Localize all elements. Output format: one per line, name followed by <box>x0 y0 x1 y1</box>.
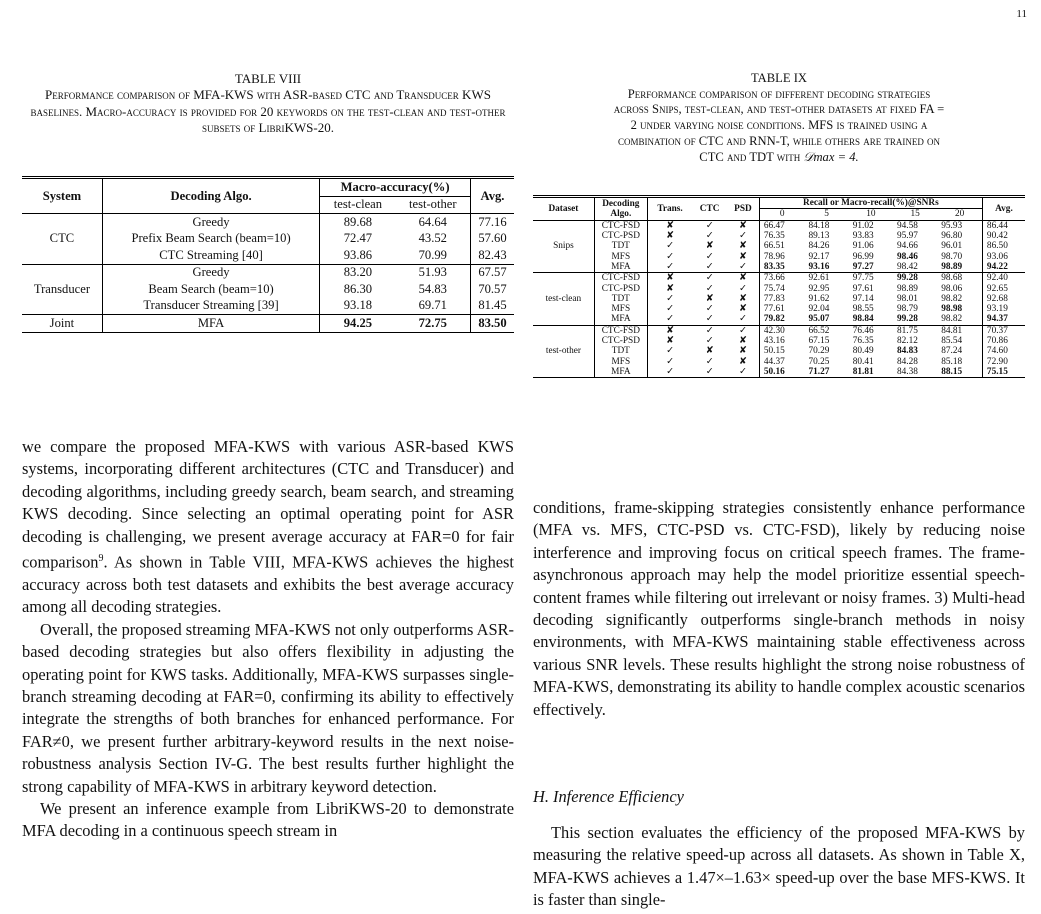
t9-cell-ctc: ✓ <box>705 220 714 231</box>
t9-cell-trans: ✘ <box>647 220 692 231</box>
t9-cell-recall: 98.01 <box>896 293 918 304</box>
t9-cell-recall: 85.54 <box>941 336 963 346</box>
t9-cell-recall: 96.80 <box>941 231 963 242</box>
t9-cell-ctc: ✘ <box>705 241 714 252</box>
t9-cell-ctc: ✓ <box>705 314 714 325</box>
t9-cell-algo: MFA <box>594 367 647 378</box>
t9-cell-recall: 89.13 <box>808 231 830 242</box>
t9-cell-avg: 86.50 <box>982 241 1025 251</box>
t9-cell-psd: ✘ <box>739 293 747 304</box>
t9-header-snr: 15 <box>910 209 920 220</box>
t9-cell-psd: ✓ <box>739 314 747 325</box>
t9-cell-recall: 93.83 <box>852 231 874 242</box>
t9-cell-recall: 81.81 <box>852 366 874 377</box>
t8-cell-algo: Greedy <box>102 214 319 231</box>
t9-cell-psd: ✘ <box>739 273 747 284</box>
t9-header-ctc: CTC <box>699 203 720 214</box>
t9-header-snr: 20 <box>954 209 965 220</box>
t9-cell-psd: ✓ <box>739 366 747 377</box>
right-column-text <box>533 497 1025 721</box>
t9-cell-avg: 86.44 <box>982 220 1025 231</box>
t9-cell-recall: 99.28 <box>896 314 918 325</box>
t9-cell-recall: 98.89 <box>896 283 918 294</box>
t9-row <box>533 231 1025 241</box>
t8-cell-other: 51.93 <box>418 265 447 280</box>
t9-cell-recall: 99.28 <box>896 273 918 284</box>
t9-cell-recall: 71.27 <box>808 366 830 377</box>
right-column-text-2 <box>533 822 1025 912</box>
t9-cell-recall: 98.89 <box>941 261 963 272</box>
t9-row <box>533 273 1025 284</box>
t9-cell-recall: 73.66 <box>759 273 804 284</box>
t9-cell-recall: 82.12 <box>896 336 918 346</box>
t9-cell-ctc: ✓ <box>705 261 714 272</box>
t9-cell-trans: ✓ <box>647 346 692 356</box>
t9-cell-recall: 84.83 <box>896 346 918 357</box>
t9-cell-ctc: ✓ <box>705 283 714 294</box>
t9-cell-recall: 98.68 <box>941 273 963 284</box>
t9-row <box>533 356 1025 366</box>
t9-cell-recall: 95.07 <box>808 314 830 325</box>
t8-header-avg: Avg. <box>470 178 514 214</box>
t9-cell-algo: CTC-PSD <box>594 231 647 241</box>
t9-row <box>533 304 1025 314</box>
t9-cell-recall: 91.06 <box>852 241 874 252</box>
table9-caption-line5: CTC and TDT with <box>699 149 804 164</box>
t9-cell-avg: 70.37 <box>982 325 1025 336</box>
t9-cell-trans: ✓ <box>647 304 692 314</box>
t9-row <box>533 283 1025 293</box>
t9-cell-recall: 96.01 <box>941 241 963 252</box>
t9-cell-recall: 50.15 <box>759 346 804 356</box>
t9-cell-algo: CTC-FSD <box>594 325 647 336</box>
t9-cell-ctc: ✓ <box>705 231 714 242</box>
t9-cell-recall: 92.17 <box>808 251 830 262</box>
left-paragraph-1 <box>22 436 514 619</box>
right-paragraph-2: This section evaluates the efficiency of the proposed MFA-KWS by measuring the relative speed-up across all datasets. As shown in Table X, MFA-KWS achieves a 1.47×–1.63× speed-up over the base MFS-KWS. It is faster than single- <box>533 823 1025 910</box>
t8-cell-other: 69.71 <box>418 298 447 313</box>
t9-cell-recall: 84.81 <box>941 325 963 336</box>
t9-cell-trans: ✘ <box>647 336 692 346</box>
t9-cell-recall: 79.82 <box>759 314 804 325</box>
t9-cell-recall: 85.18 <box>941 356 963 367</box>
t8-cell-clean: 94.25 <box>320 315 396 333</box>
t9-cell-algo: TDT <box>594 294 647 304</box>
t8-cell-other: 43.52 <box>418 231 447 246</box>
t9-cell-recall: 77.61 <box>759 304 804 314</box>
t9-cell-recall: 91.62 <box>808 293 830 304</box>
t8-cell-avg: 77.16 <box>470 214 514 231</box>
t9-cell-ctc: ✓ <box>705 273 714 284</box>
t9-cell-avg: 90.42 <box>982 231 1025 241</box>
t8-header-system: System <box>42 188 82 203</box>
t9-cell-trans: ✓ <box>647 294 692 304</box>
t9-header-psd: PSD <box>734 203 752 214</box>
t8-header-clean: test-clean <box>320 196 396 214</box>
t9-cell-recall: 70.29 <box>808 346 830 357</box>
t9-cell-recall: 95.93 <box>941 220 963 231</box>
table9-label: TABLE IX <box>750 71 807 85</box>
t8-cell-algo: Greedy <box>102 264 319 281</box>
t9-cell-recall: 66.47 <box>759 220 804 231</box>
t9-cell-recall: 76.46 <box>852 325 874 336</box>
t8-row <box>22 315 514 333</box>
t9-cell-ctc: ✓ <box>705 356 714 367</box>
t9-cell-recall: 97.27 <box>852 261 874 272</box>
t8-cell-other: 64.64 <box>418 214 447 229</box>
t9-row <box>533 262 1025 273</box>
t8-cell-clean: 93.86 <box>320 247 396 264</box>
t9-cell-algo: CTC-FSD <box>594 273 647 284</box>
table9-caption-line1: Performance comparison of different decoding strategies <box>627 86 931 101</box>
t9-cell-recall: 98.98 <box>941 304 963 315</box>
t9-cell-recall: 66.52 <box>808 325 830 336</box>
t9-cell-recall: 95.97 <box>896 231 918 242</box>
t9-cell-recall: 76.35 <box>759 231 804 241</box>
table8-label: TABLE VIII <box>234 71 302 86</box>
t9-cell-recall: 98.06 <box>941 283 963 294</box>
t9-header-snr: 5 <box>824 209 829 220</box>
t9-cell-recall: 98.84 <box>852 314 874 325</box>
t9-cell-recall: 93.16 <box>808 261 830 272</box>
t9-cell-recall: 42.30 <box>759 325 804 336</box>
t8-cell-avg: 82.43 <box>470 247 514 264</box>
t9-cell-algo: CTC-PSD <box>594 283 647 293</box>
t9-cell-recall: 80.41 <box>852 356 874 367</box>
table9-caption-block <box>533 71 1025 165</box>
t8-cell-other: 54.83 <box>418 281 447 296</box>
t9-cell-recall: 87.24 <box>941 346 963 357</box>
t8-cell-clean: 86.30 <box>320 281 396 298</box>
left-p1b-text: . As shown in Table VIII, MFA-KWS achieves the highest accuracy across both test datasets and exhibits the best average accuracy among all decoding strategies. <box>22 552 514 617</box>
t9-cell-recall: 98.55 <box>852 304 874 315</box>
t8-cell-algo: Prefix Beam Search (beam=10) <box>102 231 319 248</box>
t9-cell-avg: 93.19 <box>982 304 1025 314</box>
t9-cell-dataset: test-other <box>545 346 581 357</box>
t9-cell-recall: 98.82 <box>941 314 963 325</box>
t9-cell-recall: 84.28 <box>896 356 918 367</box>
t9-cell-recall: 84.38 <box>896 366 918 377</box>
t9-header-snr: 0 <box>759 209 804 220</box>
t9-row <box>533 294 1025 304</box>
t9-row <box>533 314 1025 325</box>
t9-cell-avg: 72.90 <box>982 356 1025 366</box>
t9-cell-recall: 92.61 <box>808 273 830 284</box>
left-paragraph-3: We present an inference example from LibriKWS-20 to demonstrate MFA decoding in a continuous speech stream in <box>22 798 514 841</box>
t8-cell-clean: 72.47 <box>320 231 396 248</box>
t9-cell-recall: 88.15 <box>941 366 963 377</box>
table8-caption-block <box>22 71 514 136</box>
t8-row <box>22 264 514 281</box>
t9-row <box>533 220 1025 231</box>
t9-cell-avg: 92.68 <box>982 294 1025 304</box>
t9-cell-recall: 80.49 <box>852 346 874 357</box>
t9-cell-recall: 92.04 <box>808 304 830 315</box>
t9-cell-recall: 92.95 <box>808 283 830 294</box>
table9 <box>533 195 1025 378</box>
t9-cell-avg: 94.37 <box>982 314 1025 325</box>
t9-cell-recall: 98.82 <box>941 293 963 304</box>
t9-cell-ctc: ✓ <box>705 336 714 346</box>
t9-header-dataset: Dataset <box>548 203 579 214</box>
t8-cell-avg: 67.57 <box>470 264 514 281</box>
t9-cell-psd: ✘ <box>739 356 747 367</box>
t9-cell-recall: 81.75 <box>896 325 918 336</box>
t9-cell-recall: 94.66 <box>896 241 918 252</box>
t9-cell-recall: 97.14 <box>852 293 874 304</box>
t9-cell-algo: TDT <box>594 346 647 356</box>
t9-cell-trans: ✓ <box>647 251 692 261</box>
t9-cell-recall: 75.74 <box>759 283 804 293</box>
t8-cell-other: 70.99 <box>418 247 447 262</box>
t9-header-avg: Avg. <box>982 197 1025 221</box>
t9-cell-avg: 70.86 <box>982 336 1025 346</box>
t9-cell-ctc: ✓ <box>705 304 714 315</box>
t9-cell-recall: 98.42 <box>896 261 918 272</box>
t9-cell-psd: ✘ <box>739 304 747 315</box>
t9-cell-recall: 70.25 <box>808 356 830 367</box>
t9-cell-recall: 78.96 <box>759 251 804 261</box>
t9-cell-dataset: Snips <box>553 241 574 252</box>
t8-header-other: test-other <box>409 197 457 212</box>
t8-cell-system: Joint <box>49 315 75 330</box>
left-p1-text: we compare the proposed MFA-KWS with various ASR-based KWS systems, incorporating different architectures (CTC and Transducer) and decoding algorithms, including greedy search, beam search, and streaming KWS decoding. Since selecting an optimal operating point for ASR decoding is challenging, we present average accuracy at FAR=0 for fair comparison <box>22 437 514 572</box>
t9-cell-trans: ✓ <box>647 314 692 325</box>
t8-cell-avg: 57.60 <box>470 231 514 248</box>
t9-cell-trans: ✓ <box>647 241 692 251</box>
t9-cell-psd: ✓ <box>739 283 747 294</box>
t9-cell-recall: 84.26 <box>808 241 830 252</box>
table9-caption-line3: 2 under varying noise conditions. MFS is trained using a <box>630 118 928 133</box>
t8-cell-clean: 89.68 <box>320 214 396 231</box>
t9-row <box>533 346 1025 356</box>
left-paragraph-2: Overall, the proposed streaming MFA-KWS not only outperforms ASR-based decoding strategies but also offers flexibility in adjusting the operating point for KWS tasks. Additionally, MFA-KWS surpasses single-branch streaming decoding at FAR=0, confirming its ability to effectively integrate the strengths of both branches for enhanced performance. For FAR≠0, we present further arbitrary-keyword results in the next noise-robustness analysis Section IV-G. The best results further highlight the strong capability of MFA-KWS in arbitrary keyword detection. <box>22 619 514 796</box>
t9-cell-trans: ✘ <box>647 325 692 336</box>
t9-cell-psd: ✘ <box>739 336 747 346</box>
t9-cell-ctc: ✓ <box>705 366 714 377</box>
t9-cell-algo: MFA <box>594 262 647 273</box>
t8-cell-algo: Transducer Streaming [39] <box>102 298 319 315</box>
t8-cell-algo: Beam Search (beam=10) <box>102 281 319 298</box>
t9-cell-algo: CTC-PSD <box>594 336 647 346</box>
left-column-text <box>22 436 514 843</box>
t9-cell-algo: CTC-FSD <box>594 220 647 231</box>
t9-cell-trans: ✓ <box>647 356 692 366</box>
t9-cell-recall: 66.51 <box>759 241 804 251</box>
table9-caption-line2: across Snips, test-clean, and test-other datasets at fixed FA = <box>613 102 945 117</box>
table8 <box>22 176 514 333</box>
t9-row <box>533 241 1025 251</box>
t8-cell-other: 72.75 <box>418 315 447 330</box>
t8-cell-system: Transducer <box>33 281 91 296</box>
t9-cell-avg: 92.40 <box>982 273 1025 284</box>
t9-cell-algo: MFS <box>594 251 647 261</box>
t8-cell-clean: 93.18 <box>320 298 396 315</box>
t9-header-trans: Trans. <box>647 197 692 221</box>
t9-cell-trans: ✓ <box>647 367 692 378</box>
t9-cell-trans: ✘ <box>647 283 692 293</box>
t8-cell-avg: 83.50 <box>470 315 514 333</box>
t8-cell-algo: MFA <box>102 315 319 333</box>
t9-cell-recall: 67.15 <box>808 336 830 346</box>
t8-cell-system: CTC <box>49 231 75 246</box>
t9-cell-recall: 50.16 <box>759 367 804 378</box>
right-paragraph-1: conditions, frame-skipping strategies consistently enhance performance (MFA vs. MFS, CTC-PSD vs. CTC-FSD), likely by reducing noise interference and improving focus on critical speech frames. The frame-asynchronous approach may help the model prioritize essential speech-content frames while filtering out irrelevant or noisy frames. 3) Multi-head decoding significantly outperforms single-branch methods in noisy environments, with MFA-KWS maintaining stable effectiveness across various SNR levels. These results highlight the strong noise robustness of MFA-KWS, demonstrating its ability to handle complex acoustic scenarios effectively. <box>533 498 1025 719</box>
t9-cell-recall: 44.37 <box>759 356 804 366</box>
t9-cell-avg: 74.60 <box>982 346 1025 356</box>
t9-cell-trans: ✘ <box>647 231 692 241</box>
t9-cell-recall: 43.16 <box>759 336 804 346</box>
t9-header-algo: Decoding Algo. <box>594 197 647 221</box>
t9-header-recall: Recall or Macro-recall(%)@SNRs <box>759 197 982 209</box>
t9-cell-recall: 98.70 <box>941 251 963 262</box>
t9-cell-ctc: ✓ <box>705 251 714 262</box>
page-number: 11 <box>1016 8 1027 20</box>
t9-cell-trans: ✓ <box>647 262 692 273</box>
t9-row <box>533 251 1025 261</box>
t9-cell-psd: ✘ <box>739 220 747 231</box>
t9-cell-psd: ✘ <box>739 346 747 357</box>
t9-cell-avg: 75.15 <box>982 367 1025 378</box>
t9-cell-avg: 92.65 <box>982 283 1025 293</box>
t9-cell-recall: 98.46 <box>896 251 918 262</box>
t9-cell-recall: 97.61 <box>852 283 874 294</box>
t9-cell-algo: MFS <box>594 356 647 366</box>
t9-cell-psd: ✓ <box>739 325 747 336</box>
t9-cell-psd: ✘ <box>739 251 747 262</box>
t9-cell-algo: MFS <box>594 304 647 314</box>
t8-header-algo: Decoding Algo. <box>102 178 319 214</box>
t8-cell-clean: 83.20 <box>320 264 396 281</box>
t8-row <box>22 214 514 231</box>
t9-cell-recall: 83.35 <box>759 262 804 273</box>
t8-cell-avg: 70.57 <box>470 281 514 298</box>
table8-caption: Performance comparison of MFA-KWS with ASR-based CTC and Transducer KWS baselines. Macro-accuracy is provided for 20 keywords on the test-clean and test-other subsets of LibriKWS-20. <box>30 87 506 135</box>
t9-cell-ctc: ✘ <box>705 293 714 304</box>
t9-cell-trans: ✘ <box>647 273 692 284</box>
t9-cell-recall: 77.83 <box>759 294 804 304</box>
t8-cell-algo: CTC Streaming [40] <box>102 247 319 264</box>
table9-caption-line4: combination of CTC and RNN-T, while others are trained on <box>617 133 940 148</box>
t9-cell-recall: 76.35 <box>852 336 874 346</box>
t9-cell-dataset: test-clean <box>545 293 582 304</box>
t9-row <box>533 325 1025 336</box>
t9-cell-recall: 96.99 <box>852 251 874 262</box>
t9-cell-recall: 98.79 <box>896 304 918 315</box>
t9-cell-psd: ✘ <box>739 241 747 252</box>
t9-cell-avg: 94.22 <box>982 262 1025 273</box>
t9-cell-recall: 91.02 <box>852 220 874 231</box>
t9-row <box>533 367 1025 378</box>
t8-header-macro: Macro-accuracy(%) <box>320 178 471 197</box>
t9-row <box>533 336 1025 346</box>
t9-cell-recall: 84.18 <box>808 220 830 231</box>
t8-cell-avg: 81.45 <box>470 298 514 315</box>
t9-cell-algo: MFA <box>594 314 647 325</box>
t9-cell-recall: 94.58 <box>896 220 918 231</box>
t9-cell-avg: 93.06 <box>982 251 1025 261</box>
t9-cell-psd: ✓ <box>739 231 747 242</box>
table9-caption-math: 𝒟max = 4. <box>803 149 859 164</box>
t9-cell-algo: TDT <box>594 241 647 251</box>
footnote-marker: 9 <box>98 553 104 565</box>
t9-header-snr: 10 <box>866 209 876 220</box>
t9-cell-ctc: ✓ <box>705 325 714 336</box>
t9-cell-ctc: ✘ <box>705 346 714 357</box>
t9-cell-psd: ✓ <box>739 261 747 272</box>
t9-cell-recall: 97.75 <box>852 273 874 284</box>
section-heading: H. Inference Efficiency <box>533 787 684 806</box>
